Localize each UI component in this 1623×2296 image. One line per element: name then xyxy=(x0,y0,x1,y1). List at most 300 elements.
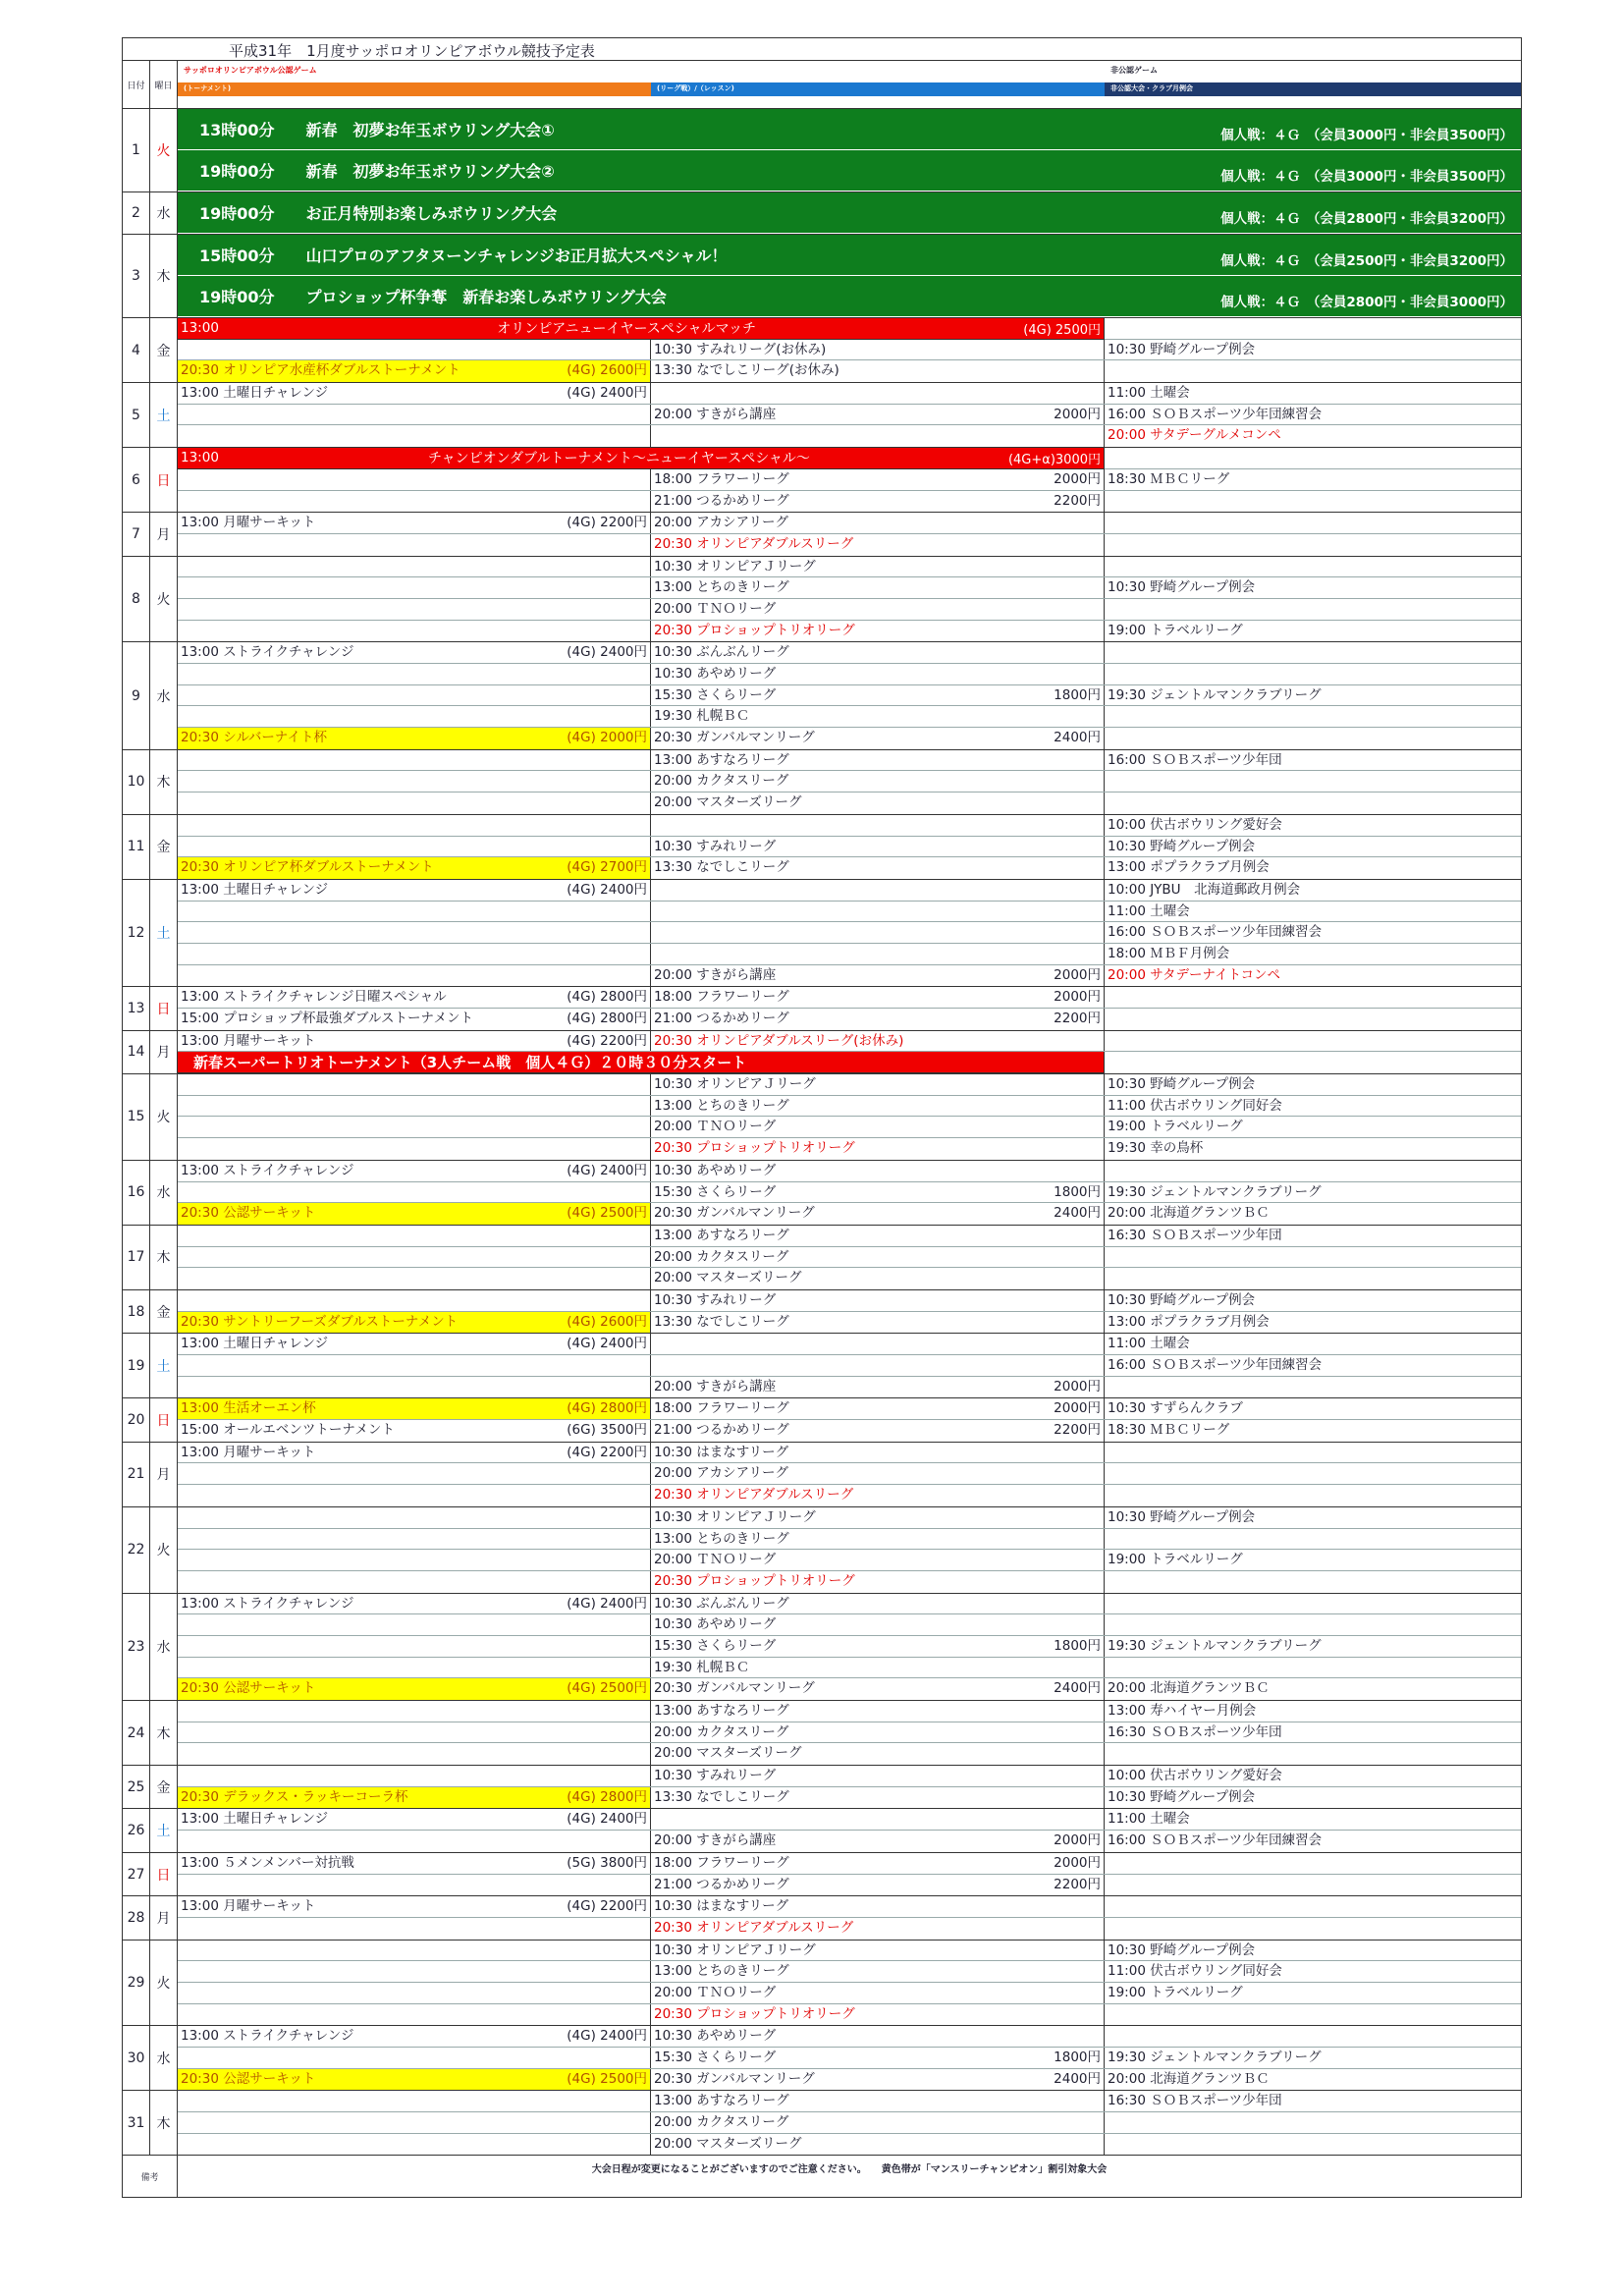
weekday: 土 xyxy=(150,1809,178,1851)
league-cell xyxy=(651,1247,1105,1268)
club-cell xyxy=(1105,987,1521,1008)
club-cell: 10:30 野崎グループ例会 xyxy=(1108,579,1256,596)
league-name: 13:30 なでしこリーグ xyxy=(654,1313,789,1330)
league-name: 13:00 あすなろリーグ xyxy=(654,751,789,768)
day-number: 3 xyxy=(123,235,150,317)
weekday: 水 xyxy=(150,1161,178,1225)
tournament-cell xyxy=(178,1787,651,1809)
tournament-cell xyxy=(178,469,651,490)
club-cell: 10:00 JYBU 北海道郵政月例会 xyxy=(1108,881,1301,898)
tournament-cell xyxy=(178,383,651,404)
green-event-title: 13時00分 新春 初夢お年玉ボウリング大会① xyxy=(199,121,555,139)
league-fee: 1800円 xyxy=(1054,2050,1101,2065)
league-cell xyxy=(651,621,1105,642)
day-number: 26 xyxy=(123,1809,150,1851)
club-cell xyxy=(1105,599,1521,620)
league-cell xyxy=(651,1009,1105,1030)
green-event-price: 個人戦：４Ｇ （会員2800円・非会員3000円） xyxy=(1220,295,1513,310)
day-row xyxy=(123,1766,1521,1809)
schedule-line xyxy=(178,1961,1521,1983)
league-cell xyxy=(651,383,1105,404)
league-fee: 2000円 xyxy=(1054,1832,1101,1849)
club-cell xyxy=(1105,793,1521,814)
league-name: 20:00 アカシアリーグ xyxy=(654,515,789,531)
league-cell xyxy=(651,1074,1105,1095)
club-cell xyxy=(1105,728,1521,749)
green-event-title: 15時00分 山口プロのアフタヌーンチャレンジお正月拡大スペシャル！ xyxy=(199,246,728,265)
club-cell: 10:30 野崎グループ例会 xyxy=(1108,1291,1256,1308)
league-cell xyxy=(651,706,1105,727)
schedule-line xyxy=(178,965,1521,987)
league-fee: 2200円 xyxy=(1054,1422,1101,1439)
tournament-fee: (4G) 2500円 xyxy=(567,1680,647,1697)
league-cell xyxy=(651,685,1105,706)
club-cell xyxy=(1105,557,1521,577)
weekday: 水 xyxy=(150,1594,178,1700)
green-event-title: 19時00分 お正月特別お楽しみボウリング大会 xyxy=(199,204,558,223)
league-cell xyxy=(651,2134,1105,2156)
schedule-line xyxy=(178,1161,1521,1182)
schedule-line xyxy=(178,1809,1521,1831)
tournament-name: 13:00 ストライクチャレンジ xyxy=(181,1162,354,1178)
schedule-line xyxy=(178,1031,1521,1053)
green-event-band xyxy=(178,276,1521,317)
league-cell xyxy=(651,1636,1105,1657)
club-cell: 19:30 ジェントルマンクラブリーグ xyxy=(1108,686,1322,703)
league-cell xyxy=(651,664,1105,684)
league-cell xyxy=(651,2026,1105,2047)
day-row xyxy=(123,987,1521,1030)
league-cell xyxy=(651,1398,1105,1419)
club-cell xyxy=(1105,1443,1521,1463)
weekday: 火 xyxy=(150,557,178,642)
tournament-cell xyxy=(178,1247,651,1268)
club-cell: 18:00 ＭＢＦ月例会 xyxy=(1108,945,1230,961)
league-cell xyxy=(651,1334,1105,1354)
public-game-label: サッポロオリンピアボウル公認ゲーム xyxy=(184,66,317,75)
schedule-line xyxy=(178,1701,1521,1722)
league-name: 20:00 マスターズリーグ xyxy=(654,794,802,811)
league-name: 20:00 マスターズリーグ xyxy=(654,1745,802,1762)
league-name: 13:30 なでしこリーグ(お休み) xyxy=(654,362,839,379)
day-lines xyxy=(178,750,1521,814)
tournament-name: 20:30 シルバーナイト杯 xyxy=(181,730,327,746)
schedule-line xyxy=(178,1594,1521,1615)
league-cell xyxy=(651,1875,1105,1896)
tournament-cell xyxy=(178,1701,651,1722)
league-name: 15:30 さくらリーグ xyxy=(654,2050,777,2065)
day-lines xyxy=(178,1941,1521,2026)
tournament-fee: (4G) 2200円 xyxy=(567,1032,647,1049)
club-cell xyxy=(1105,1529,1521,1550)
tournament-cell xyxy=(178,1614,651,1635)
tournament-cell xyxy=(178,880,651,901)
schedule-line xyxy=(178,1268,1521,1289)
tournament-name: 13:00 ストライクチャレンジ日曜スペシャル xyxy=(181,989,447,1006)
day-row xyxy=(123,109,1521,192)
day-number: 1 xyxy=(123,109,150,191)
tournament-cell xyxy=(178,621,651,642)
schedule-line xyxy=(178,1138,1521,1160)
club-cell xyxy=(1105,1377,1521,1398)
day-lines xyxy=(178,1853,1521,1895)
tournament-cell xyxy=(178,642,651,663)
club-cell xyxy=(1105,2112,1521,2133)
schedule-line xyxy=(178,1636,1521,1658)
league-cell xyxy=(651,2091,1105,2111)
league-fee: 2000円 xyxy=(1054,470,1101,487)
league-cell xyxy=(651,405,1105,425)
tournament-cell xyxy=(178,2134,651,2156)
day-row xyxy=(123,1334,1521,1398)
tournament-fee: (4G) 2400円 xyxy=(567,1336,647,1352)
league-name: 15:30 さくらリーグ xyxy=(654,686,777,703)
league-cell xyxy=(651,1161,1105,1181)
club-cell: 19:30 ジェントルマンクラブリーグ xyxy=(1108,1183,1322,1200)
league-name: 21:00 つるかめリーグ xyxy=(654,1011,789,1026)
tournament-cell xyxy=(178,1398,651,1419)
schedule-line xyxy=(178,340,1521,361)
red-event-time: 13:00 xyxy=(181,450,219,466)
league-cell xyxy=(651,1268,1105,1289)
club-cell: 10:00 伏古ボウリング愛好会 xyxy=(1108,816,1282,833)
schedule-line xyxy=(178,1896,1521,1918)
club-cell xyxy=(1105,360,1521,382)
tournament-cell xyxy=(178,750,651,771)
league-name: 20:00 マスターズリーグ xyxy=(654,2135,802,2152)
day-row xyxy=(123,1290,1521,1334)
day-lines xyxy=(178,448,1521,512)
day-lines xyxy=(178,1701,1521,1765)
league-cell xyxy=(651,1918,1105,1940)
league-fee: 2000円 xyxy=(1054,966,1101,983)
day-number: 21 xyxy=(123,1443,150,1506)
schedule-line xyxy=(178,621,1521,642)
club-cell xyxy=(1105,2004,1521,2026)
day-number: 14 xyxy=(123,1031,150,1073)
day-lines xyxy=(178,815,1521,879)
weekday: 日 xyxy=(150,1398,178,1441)
league-name: 20:00 すきがら講座 xyxy=(654,406,777,422)
schedule-line xyxy=(178,837,1521,858)
tournament-fee: (6G) 3500円 xyxy=(567,1422,647,1439)
league-cell xyxy=(651,599,1105,620)
tournament-name: 13:00 生活オーエン杯 xyxy=(181,1400,316,1417)
club-cell xyxy=(1105,1485,1521,1506)
schedule-line xyxy=(178,1117,1521,1138)
league-name: 20:00 カクタスリーグ xyxy=(654,1723,789,1740)
page-title: 平成31年 1月度サッポロオリンピアボウル競技予定表 xyxy=(229,42,595,60)
league-cell xyxy=(651,922,1105,943)
weekday: 水 xyxy=(150,2026,178,2090)
tournament-name: 13:00 土曜日チャレンジ xyxy=(181,385,329,402)
league-fee: 2200円 xyxy=(1054,1876,1101,1892)
league-cell xyxy=(651,1443,1105,1463)
day-number: 28 xyxy=(123,1896,150,1939)
club-cell: 16:00 ＳＯＢスポーツ少年団練習会 xyxy=(1108,1357,1323,1373)
day-number: 24 xyxy=(123,1701,150,1765)
league-fee: 2000円 xyxy=(1054,1400,1101,1417)
schedule-line xyxy=(178,1290,1521,1312)
league-cell xyxy=(651,534,1105,556)
day-row xyxy=(123,1074,1521,1161)
tournament-cell xyxy=(178,685,651,706)
tournament-fee: (4G) 2800円 xyxy=(567,989,647,1006)
tournament-cell xyxy=(178,340,651,360)
league-name: 20:00 カクタスリーグ xyxy=(654,2114,789,2131)
league-name: 15:30 さくらリーグ xyxy=(654,1637,777,1654)
schedule-line xyxy=(178,1983,1521,2004)
day-number: 19 xyxy=(123,1334,150,1397)
green-event-title: 19時00分 新春 初夢お年玉ボウリング大会② xyxy=(199,162,555,181)
weekday: 土 xyxy=(150,383,178,447)
league-cell xyxy=(651,1377,1105,1398)
schedule-line xyxy=(178,1507,1521,1529)
club-cell xyxy=(1105,534,1521,556)
footer-note: 大会日程が変更になることがございますのでご注意ください。 黄色帯が「マンスリーチャンピオン」割引対象大会 xyxy=(591,2164,1108,2176)
day-number: 6 xyxy=(123,448,150,512)
green-event-price: 個人戦：４Ｇ （会員3000円・非会員3500円） xyxy=(1220,128,1513,143)
tournament-name: 13:00 土曜日チャレンジ xyxy=(181,1811,329,1828)
day-row xyxy=(123,448,1521,513)
day-row xyxy=(123,2026,1521,2091)
league-cell xyxy=(651,837,1105,857)
tournament-name: 13:00 ストライクチャレンジ xyxy=(181,644,354,661)
green-event-price: 個人戦：４Ｇ （会員2500円・非会員3200円） xyxy=(1220,253,1513,269)
weekday: 水 xyxy=(150,192,178,234)
club-header: 非公認大会・クラブ月例会 xyxy=(1105,82,1521,96)
tournament-cell xyxy=(178,1918,651,1940)
league-cell xyxy=(651,1485,1105,1506)
league-fee: 2000円 xyxy=(1054,1854,1101,1871)
tournament-cell xyxy=(178,1096,651,1117)
tournament-cell xyxy=(178,1009,651,1030)
schedule-line xyxy=(178,469,1521,491)
day-lines xyxy=(178,1161,1521,1225)
red-event-price: (4G) 2500円 xyxy=(1023,322,1101,338)
league-cell xyxy=(651,491,1105,513)
league-fee: 2400円 xyxy=(1054,730,1101,746)
league-cell xyxy=(651,1787,1105,1809)
league-cell xyxy=(651,2069,1105,2091)
club-cell xyxy=(1105,1594,1521,1614)
tournament-cell xyxy=(178,1226,651,1246)
schedule-line xyxy=(178,1853,1521,1875)
club-cell xyxy=(1105,513,1521,533)
schedule-line xyxy=(178,360,1521,382)
league-cell xyxy=(651,1766,1105,1786)
league-name: 10:30 オリンピアＪリーグ xyxy=(654,558,816,574)
club-cell: 16:00 ＳＯＢスポーツ少年団 xyxy=(1108,751,1282,768)
league-name: 10:30 あやめリーグ xyxy=(654,1162,777,1178)
league-cell xyxy=(651,771,1105,792)
schedule-line xyxy=(178,706,1521,728)
schedule-line xyxy=(178,771,1521,793)
club-cell: 20:00 サタデーナイトコンペ xyxy=(1108,966,1281,983)
club-cell xyxy=(1105,1571,1521,1593)
league-name: 21:00 つるかめリーグ xyxy=(654,1876,789,1892)
schedule-line xyxy=(178,1550,1521,1571)
day-lines xyxy=(178,1031,1521,1073)
league-cell xyxy=(651,1809,1105,1830)
league-cell xyxy=(651,1743,1105,1765)
tournament-cell xyxy=(178,1507,651,1528)
club-cell: 19:00 トラベルリーグ xyxy=(1108,622,1243,638)
league-cell xyxy=(651,425,1105,447)
club-cell: 18:30 ＭＢＣリーグ xyxy=(1108,470,1230,487)
nonpublic-game-label: 非公認ゲーム xyxy=(1110,66,1158,75)
league-cell xyxy=(651,1226,1105,1246)
weekday: 日 xyxy=(150,1853,178,1895)
day-lines xyxy=(178,1334,1521,1397)
club-cell: 20:00 北海道グランツＢＣ xyxy=(1108,1680,1270,1697)
weekday: 水 xyxy=(150,642,178,748)
league-name: 20:30 オリンピアダブルスリーグ xyxy=(654,535,854,552)
league-name: 10:30 はまなすリーグ xyxy=(654,1444,789,1460)
league-cell xyxy=(651,1961,1105,1982)
day-row xyxy=(123,1896,1521,1940)
day-number: 27 xyxy=(123,1853,150,1895)
tournament-cell xyxy=(178,1377,651,1398)
schedule-line xyxy=(178,685,1521,707)
tournament-cell xyxy=(178,577,651,598)
day-number: 5 xyxy=(123,383,150,447)
club-cell: 10:30 野崎グループ例会 xyxy=(1108,1508,1256,1525)
day-lines xyxy=(178,1443,1521,1506)
league-name: 10:30 オリンピアＪリーグ xyxy=(654,1076,816,1093)
tournament-cell xyxy=(178,965,651,987)
club-cell xyxy=(1105,1009,1521,1030)
league-cell xyxy=(651,1896,1105,1917)
tournament-name: 13:00 ５メンメンバー対抗戦 xyxy=(181,1854,354,1871)
days-body xyxy=(123,109,1521,2156)
league-name: 20:00 すきがら講座 xyxy=(654,1378,777,1394)
day-row xyxy=(123,750,1521,815)
day-row xyxy=(123,192,1521,235)
tournament-cell xyxy=(178,1809,651,1830)
tournament-name: 13:00 月曜サーキット xyxy=(181,1032,316,1049)
footer-label: 備考 xyxy=(123,2156,178,2197)
tournament-cell xyxy=(178,557,651,577)
tournament-cell xyxy=(178,1334,651,1354)
schedule-line xyxy=(178,1096,1521,1118)
league-name: 10:30 すみれリーグ(お休み) xyxy=(654,341,827,357)
league-fee: 2000円 xyxy=(1054,406,1101,422)
footer-row xyxy=(123,2156,1521,2197)
club-cell: 11:00 伏古ボウリング同好会 xyxy=(1108,1097,1282,1114)
league-fee: 2400円 xyxy=(1054,2070,1101,2087)
schedule-line xyxy=(178,405,1521,426)
tournament-fee: (4G) 2400円 xyxy=(567,1595,647,1612)
tournament-cell xyxy=(178,1853,651,1874)
day-row xyxy=(123,1507,1521,1594)
tournament-fee: (4G) 2500円 xyxy=(567,1205,647,1222)
league-fee: 2000円 xyxy=(1054,989,1101,1006)
tournament-fee: (4G) 2800円 xyxy=(567,1788,647,1805)
league-name: 20:30 ガンバルマンリーグ xyxy=(654,1680,815,1697)
day-number: 16 xyxy=(123,1161,150,1225)
schedule-line xyxy=(178,2026,1521,2048)
league-cell xyxy=(651,1529,1105,1550)
tournament-cell xyxy=(178,728,651,749)
day-number: 15 xyxy=(123,1074,150,1160)
day-row xyxy=(123,1161,1521,1226)
schedule-line xyxy=(178,1443,1521,1464)
day-number: 23 xyxy=(123,1594,150,1700)
club-cell: 19:30 ジェントルマンクラブリーグ xyxy=(1108,1637,1322,1654)
schedule-line xyxy=(178,642,1521,664)
tournament-cell xyxy=(178,1896,651,1917)
tournament-fee: (4G) 2400円 xyxy=(567,1811,647,1828)
day-lines xyxy=(178,1290,1521,1333)
league-cell xyxy=(651,1550,1105,1570)
tournament-cell xyxy=(178,425,651,447)
day-lines xyxy=(178,235,1521,317)
league-cell xyxy=(651,1701,1105,1722)
league-name: 15:30 さくらリーグ xyxy=(654,1183,777,1200)
league-fee: 2200円 xyxy=(1054,492,1101,509)
tournament-fee: (4G) 2600円 xyxy=(567,362,647,379)
tournament-cell xyxy=(178,2112,651,2133)
league-cell xyxy=(651,577,1105,598)
tournament-name: 20:30 オリンピア杯ダブルストーナメント xyxy=(181,859,434,876)
tournament-cell xyxy=(178,664,651,684)
day-lines xyxy=(178,1594,1521,1700)
day-lines xyxy=(178,1896,1521,1939)
day-number: 11 xyxy=(123,815,150,879)
red-event-band xyxy=(178,318,1105,340)
schedule-sheet xyxy=(122,37,1522,2198)
tournament-cell xyxy=(178,1138,651,1160)
day-row xyxy=(123,513,1521,556)
tournament-cell xyxy=(178,2048,651,2068)
day-number: 12 xyxy=(123,880,150,986)
schedule-line xyxy=(178,1678,1521,1700)
club-cell: 13:00 ポプラクラブ月例会 xyxy=(1108,1313,1270,1330)
tournament-fee: (4G) 2700円 xyxy=(567,859,647,876)
day-number: 30 xyxy=(123,2026,150,2090)
league-cell xyxy=(651,1203,1105,1225)
weekday: 土 xyxy=(150,1334,178,1397)
league-name: 20:30 プロショップトリオリーグ xyxy=(654,1572,855,1589)
day-row xyxy=(123,1443,1521,1507)
day-number: 20 xyxy=(123,1398,150,1441)
club-cell xyxy=(1105,448,1521,468)
tournament-name: 13:00 土曜日チャレンジ xyxy=(181,881,329,898)
weekday: 木 xyxy=(150,1701,178,1765)
tournament-name: 20:30 公認サーキット xyxy=(181,2070,316,2087)
schedule-line xyxy=(178,1787,1521,1809)
club-cell: 19:00 トラベルリーグ xyxy=(1108,1119,1243,1135)
club-cell xyxy=(1105,491,1521,513)
club-cell: 16:30 ＳＯＢスポーツ少年団 xyxy=(1108,1723,1282,1740)
tournament-cell xyxy=(178,837,651,857)
day-row xyxy=(123,1941,1521,2027)
tournament-cell xyxy=(178,1117,651,1137)
league-fee: 1800円 xyxy=(1054,1183,1101,1200)
tournament-name: 20:30 デラックス・ラッキーコーラ杯 xyxy=(181,1788,408,1805)
league-cell xyxy=(651,1420,1105,1442)
schedule-line xyxy=(178,944,1521,965)
tournament-cell xyxy=(178,815,651,836)
day-lines xyxy=(178,2091,1521,2155)
tournament-cell xyxy=(178,1636,651,1657)
club-cell xyxy=(1105,2026,1521,2047)
schedule-line xyxy=(178,1529,1521,1551)
tournament-header: (トーナメント) xyxy=(178,82,651,96)
tournament-cell xyxy=(178,1983,651,2003)
tournament-cell xyxy=(178,1831,651,1852)
